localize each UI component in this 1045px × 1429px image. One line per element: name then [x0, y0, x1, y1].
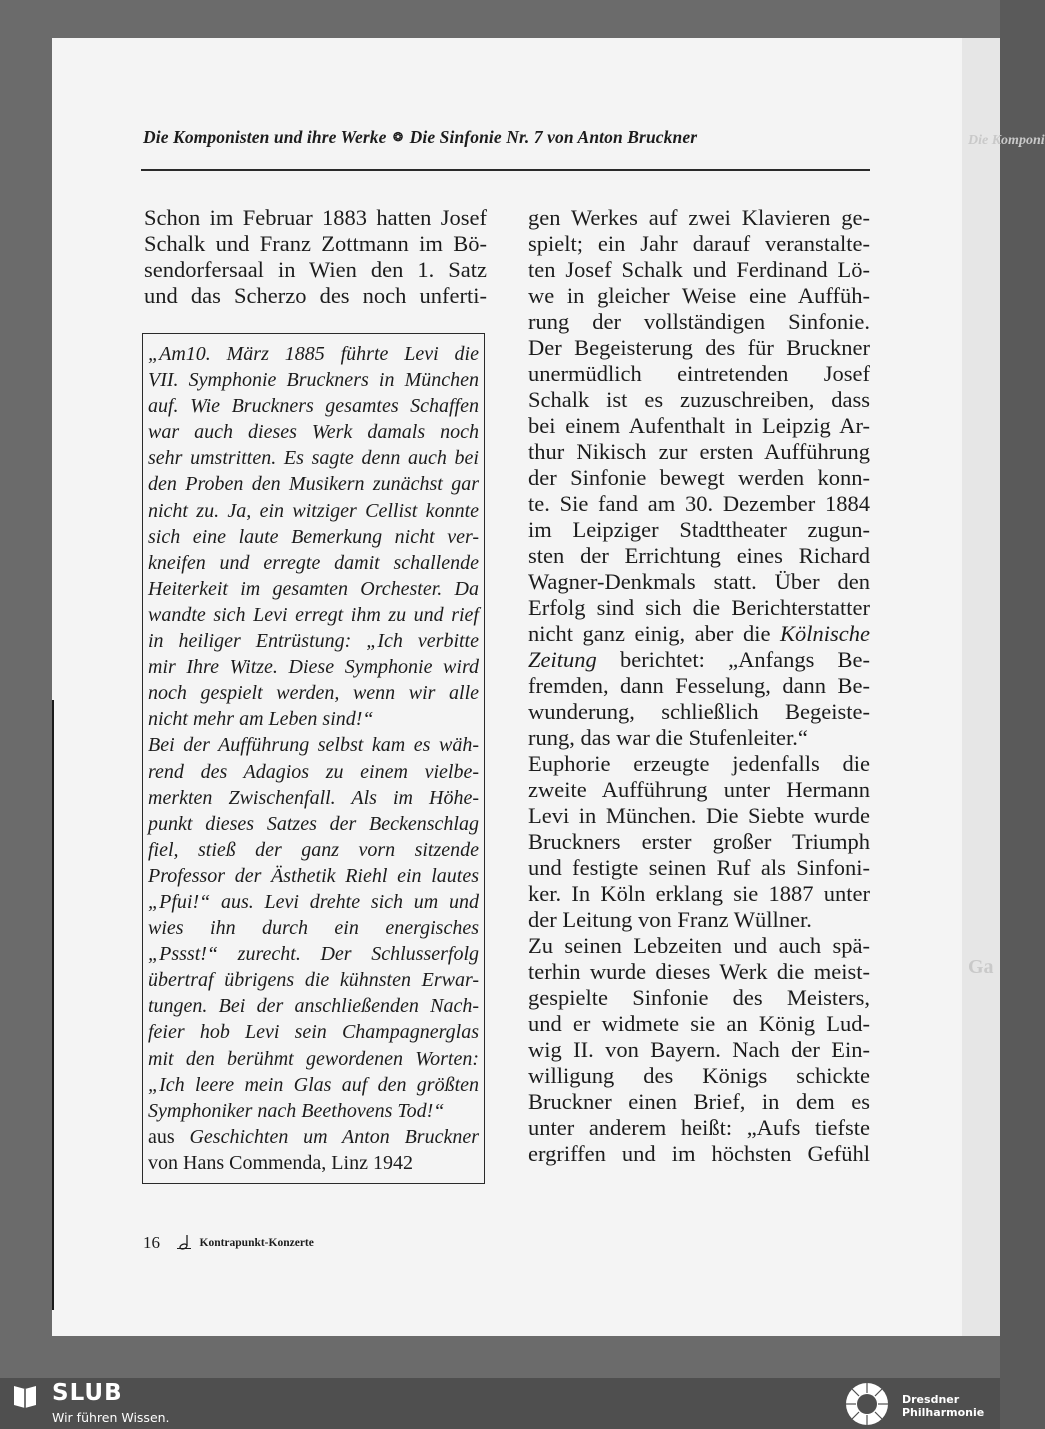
quote-line: nicht mehr am Leben sind!“ [148, 708, 374, 731]
body-line: unermüdlich eintretenden Josef [528, 361, 870, 386]
quote-line: fiel, stieß der ganz vorn sitzende [148, 838, 479, 861]
quote-line: sich eine laute Bemerkung nicht ver- [148, 525, 479, 548]
quote-line: noch gespielt werden, wenn wir alle [148, 682, 479, 705]
body-line: sten der Errichtung eines Richard [528, 543, 870, 568]
body-line: der Leitung von Franz Wüllner. [528, 907, 812, 932]
quote-line: feier hob Levi sein Champagnerglas [148, 1021, 479, 1044]
body-line: ergriffen und im höchsten Gefühl [528, 1141, 870, 1166]
quote-line: „Pfui!“ aus. Levi drehte sich um und [148, 890, 479, 913]
quote-source-line [148, 1124, 479, 1150]
body-line: Schon im Februar 1883 hatten Josef [144, 205, 487, 230]
body-line: spielt; ein Jahr darauf veranstalte- [528, 231, 870, 256]
body-line: thur Nikisch zur ersten Aufführung [528, 439, 870, 464]
binding-edge [52, 700, 54, 1310]
slub-tagline: Wir führen Wissen. [52, 1410, 170, 1425]
quote-line: wandte sich Levi erregt ihm zu und rief [148, 603, 479, 626]
quote-line: kneifen und erregte damit schallende [148, 551, 479, 574]
quote-line: sehr umstritten. Es sagte denn auch bei [148, 447, 479, 470]
quote-line: Bei der Aufführung selbst kam es wäh- [148, 734, 479, 757]
body-line: gespielte Sinfonie des Meisters, [528, 985, 870, 1010]
newspaper-title: Zeitung [528, 647, 597, 672]
quote-line: merkten Zwischenfall. Als im Höhe- [148, 786, 479, 809]
quote-source-author: von Hans Commenda, Linz 1942 [148, 1151, 413, 1174]
body-line: Zeitung berichtet: „Anfangs Be- [528, 647, 870, 672]
body-line: ker. In Köln erklang sie 1887 unter [528, 881, 870, 906]
body-line: Der Begeisterung des für Bruckner [528, 335, 870, 360]
body-line: rung der vollständigen Sinfonie. [528, 309, 870, 334]
header-section: Die Komponisten und ihre Werke [143, 127, 387, 147]
running-header [143, 127, 870, 148]
body-line: fremden, dann Fesselung, dann Be- [528, 673, 870, 698]
body-line: und das Scherzo des noch unferti- [144, 283, 487, 308]
quote-line: mir Ihre Witze. Diese Symphonie wird [148, 656, 479, 679]
body-line: ten Josef Schalk und Ferdinand Lö- [528, 257, 870, 282]
music-note-icon [176, 1234, 192, 1250]
body-line: sendorfersaal in Wien den 1. Satz [144, 257, 487, 282]
quote-line: VII. Symphonie Bruckners in München [148, 369, 479, 392]
ghost-body-text: Ga [968, 956, 994, 978]
body-line: Levi in München. Die Siebte wurde [528, 803, 870, 828]
body-line: terhin wurde dieses Werk die meist- [528, 959, 870, 984]
page-number: 16 [143, 1233, 160, 1252]
quote-line: punkt dieses Satzes der Beckenschlag [148, 812, 479, 835]
slub-logo-text[interactable]: SLUB [52, 1380, 123, 1406]
quote-line: rend des Adagios zu einem vielbe- [148, 760, 479, 783]
body-line: Bruckner einen Brief, in dem es [528, 1089, 870, 1114]
body-line: Euphorie erzeugte jedenfalls die [528, 751, 870, 776]
quote-source-prefix: aus [148, 1125, 175, 1148]
body-line: Bruckners erster großer Triumph [528, 829, 870, 854]
next-page-edge [962, 38, 1045, 1336]
quote-line: mit den berühmt gewordenen Worten: [148, 1047, 479, 1070]
body-line: wig II. von Bayern. Nach der Ein- [528, 1037, 870, 1062]
quote-line: Heiterkeit im gesamten Orchester. Da [148, 577, 479, 600]
philharmonie-logo-icon[interactable] [843, 1381, 891, 1427]
quote-source-title: Geschichten um Anton Bruckner [189, 1125, 480, 1148]
quote-line: übertraf übrigens die kühnsten Erwar- [148, 969, 479, 992]
quote-line: Symphoniker nach Beethovens Tod!“ [148, 1099, 445, 1122]
footer-brand: Kontrapunkt-Konzerte [199, 1237, 314, 1249]
body-line: te. Sie fand am 30. Dezember 1884 [528, 491, 870, 516]
quote-line: nicht zu. Ja, ein witziger Cellist konnte [148, 499, 479, 522]
header-title: Die Sinfonie Nr. 7 von Anton Bruckner [409, 127, 698, 147]
body-line: wunderung, schließlich Begeiste- [528, 699, 870, 724]
quote-line: „Pssst!“ zurecht. Der Schlusserfolg [148, 943, 479, 966]
body-line: rung, das war die Stufenleiter.“ [528, 725, 808, 750]
quote-line: Professor der Ästhetik Riehl ein lautes [148, 864, 479, 887]
body-line: und festigte seinen Ruf als Sinfoni- [528, 855, 870, 880]
page-footer [143, 1233, 314, 1253]
newspaper-title: Kölnische [780, 621, 870, 646]
body-line: Wagner-Denkmals statt. Über den [528, 569, 870, 594]
philharmonie-line2: Philharmonie [902, 1406, 985, 1419]
body-line: Schalk ist es zuzuschreiben, dass [528, 387, 870, 412]
quote-line: in heiliger Entrüstung: „Ich verbitte [148, 630, 479, 653]
body-line: Erfolg sind sich die Berichterstatter [528, 595, 870, 620]
body-line: we in gleicher Weise eine Auffüh- [528, 283, 870, 308]
philharmonie-line1: Dresdner [902, 1393, 960, 1406]
philharmonie-logo-text[interactable] [902, 1393, 984, 1419]
body-line: im Leipziger Stadttheater zugun- [528, 517, 870, 542]
header-rule [141, 169, 870, 171]
slub-logo-icon[interactable] [12, 1383, 38, 1409]
quote-line: „Ich leere mein Glas auf den größten [148, 1073, 479, 1096]
quote-line: war auch dieses Werk damals noch [148, 421, 479, 444]
quote-box [142, 333, 485, 1184]
ghost-header-text: Die Komponi [968, 133, 1045, 148]
quote-text [148, 341, 479, 1176]
header-separator-icon: ❂ [392, 130, 404, 144]
quote-line: tungen. Bei der anschließenden Nach- [148, 995, 479, 1018]
body-line: Schalk und Franz Zottmann im Bö- [144, 231, 487, 256]
body-line: unter anderem heißt: „Aufs tiefste [528, 1115, 870, 1140]
quote-line: wies ihn durch ein energisches [148, 917, 479, 940]
quote-line: den Proben den Musikern zunächst gar [148, 473, 479, 496]
body-line: willigung des Königs schickte [528, 1063, 870, 1088]
body-line: bei einem Aufenthalt in Leipzig Ar- [528, 413, 870, 438]
body-line: der Sinfonie bewegt werden konn- [528, 465, 870, 490]
body-line: Zu seinen Lebzeiten und auch spä- [528, 933, 870, 958]
body-line: gen Werkes auf zwei Klavieren ge- [528, 205, 870, 230]
body-line: zweite Aufführung unter Hermann [528, 777, 870, 802]
left-column [144, 205, 487, 309]
right-column [528, 205, 870, 1167]
quote-line: „Am10. März 1885 führte Levi die [148, 343, 479, 365]
body-line: nicht ganz einig, aber die Kölnische [528, 621, 870, 646]
body-line: und er widmete sie an König Lud- [528, 1011, 870, 1036]
quote-line: auf. Wie Bruckners gesamtes Schaffen [148, 395, 479, 418]
